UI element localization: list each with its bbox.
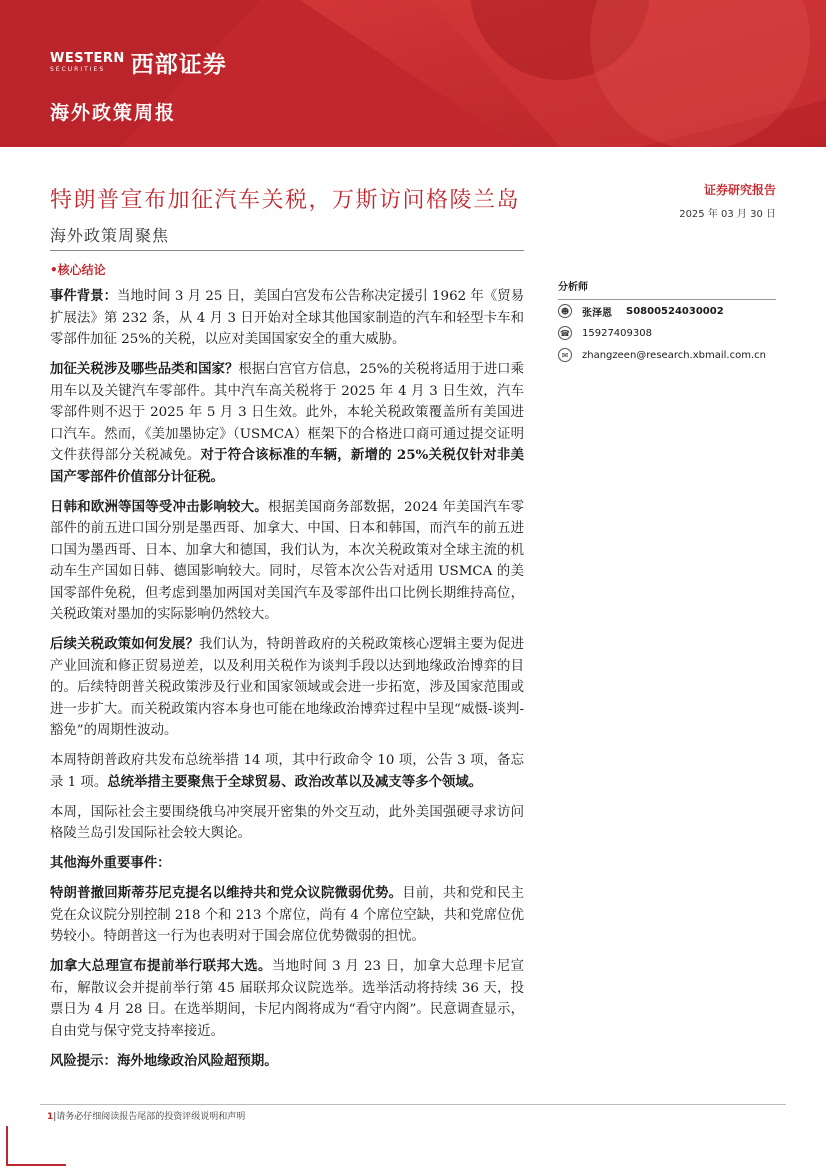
analyst-cert: S0800524030002 xyxy=(626,305,724,317)
analyst-email[interactable]: zhangzeen@research.xbmail.com.cn xyxy=(582,349,766,361)
footer-divider xyxy=(40,1104,786,1105)
report-series: 海外政策周报 xyxy=(50,102,177,124)
person-icon: ☻ xyxy=(558,304,572,318)
email-icon: ✉ xyxy=(558,348,572,362)
company-logo xyxy=(50,46,227,79)
corner-mark-horizontal xyxy=(6,1164,66,1166)
footer-disclaimer: |请务必仔细阅读报告尾部的投资评级说明和声明 xyxy=(53,1112,246,1122)
corner-mark-vertical xyxy=(6,1126,8,1166)
header-banner xyxy=(0,0,826,147)
analyst-phone: 15927409308 xyxy=(582,327,652,339)
para-emphasis: 海外地缘政治风险超预期。 xyxy=(116,1052,278,1069)
para-text: 目前，共和党和民主党在众议院分别控制 218 个和 213 个席位，尚有 4 个席位空缺，共和党席位优势较小。特朗普这一行为也表明对于国会席位优势微弱的担忧。 xyxy=(50,886,525,944)
report-date: 2025 年 03 月 30 日 xyxy=(679,209,776,220)
main-body xyxy=(50,286,524,1081)
para-text: 本周特朗普政府共发布总统举措 14 项，其中行政命令 10 项，公告 3 项，备忘录 1 项。 xyxy=(50,753,524,790)
para-text: 根据白宫官方信息，25%的关税将适用于进口乘用车以及关键汽车零部件。其中汽车高关税将于 2025 年 4 月 3 日生效，汽车零部件则不迟于 2025 年 5 月 3 日生效。此外，本轮关税政策覆盖所有美国进口汽车。然而，《美加墨协定》（USMCA）框架下的合格进口商可通过提交证明文件获得部分关税减免。 xyxy=(50,362,525,463)
phone-icon: ☎ xyxy=(558,326,572,340)
para-emphasis: 总统举措主要聚焦于全球贸易、政治改革以及减支等多个领域。 xyxy=(107,773,483,790)
para-text: 当地时间 3 月 25 日，美国白宫发布公告称决定援引 1962 年《贸易扩展法》第 232 条，从 4 月 3 日开始对全球其他国家制造的汽车和轻型卡车和零部件加征 25%的关税，以应对美国国家安全的重大威胁。 xyxy=(50,289,524,347)
paragraph-actions xyxy=(50,750,524,793)
logo-text-en: WESTERN xyxy=(50,51,125,66)
analyst-name: 张泽恩 xyxy=(582,307,612,319)
section-label: •核心结论 xyxy=(50,263,106,277)
paragraph-diplomacy xyxy=(50,802,524,845)
para-lead: 加征关税涉及哪些品类和国家？ xyxy=(50,361,239,377)
para-text: 根据美国商务部数据，2024 年美国汽车零部件的前五进口国分别是墨西哥、加拿大、中国、日本和韩国，而汽车的前五进口国为墨西哥、日本、加拿大和德国，我们认为，本次关税政策对全球主流的机动车生产国如日韩、德国影响较大。同时，尽管本次公告对适用 USMCA 的美国零部件免税，但考虑到墨加两国对美国汽车及零部件出口比例长期维持高位，关税政策对墨加的实际影响仍然较大。 xyxy=(50,499,524,622)
email-row xyxy=(558,344,776,366)
analyst-row xyxy=(558,300,776,322)
paragraph-stefanik xyxy=(50,883,524,948)
paragraph-canada-election xyxy=(50,956,524,1042)
logo-text-cn: 西部证券 xyxy=(130,52,227,78)
footer xyxy=(47,1109,245,1122)
page-number: 1 xyxy=(47,1112,54,1122)
para-text: 本周，国际社会主要围绕俄乌冲突展开密集的外交互动，此外美国强硬寻求访问格陵兰岛引发国际社会较大舆论。 xyxy=(50,804,524,841)
para-emphasis: 对于符合该标准的车辆，新增的 25%关税仅针对非美国产零部件价值部分计征税。 xyxy=(50,447,524,485)
sidebar-heading: 分析师 xyxy=(558,278,776,300)
para-text: 当地时间 3 月 23 日，加拿大总理卡尼宣布，解散议会并提前举行第 45 届联邦众议院选举。选举活动将持续 36 天，投票日为 4 月 28 日。在选举期间，卡尼内阁将成为“看守内阁”。民意调查显示，自由党与保守党支持率接近。 xyxy=(50,959,524,1039)
para-lead: 特朗普撤回斯蒂芬尼克提名以维持共和党众议院微弱优势。 xyxy=(50,885,403,901)
report-type: 证券研究报告 xyxy=(703,183,776,197)
page-title: 特朗普宣布加征汽车关税，万斯访问格陵兰岛 xyxy=(50,188,521,213)
paragraph-risk xyxy=(50,1051,524,1073)
para-lead: 风险提示： xyxy=(50,1052,117,1069)
para-lead: 日韩和欧洲等国等受冲击影响较大。 xyxy=(50,498,268,515)
para-lead: 加拿大总理宣布提前举行联邦大选。 xyxy=(50,958,272,974)
para-lead: 事件背景： xyxy=(50,288,118,304)
paragraph-impact xyxy=(50,497,524,626)
phone-row xyxy=(558,322,776,344)
paragraph-tariff-scope xyxy=(50,359,524,488)
para-lead: 后续关税政策如何发展？ xyxy=(50,636,200,652)
para-text: 我们认为，特朗普政府的关税政策核心逻辑主要为促进产业回流和修正贸易逆差，以及利用关税作为谈判手段以达到地缘政治博弈的目的。后续特朗普关税政策涉及行业和国家领域或会进一步拓宽，涉及国家范围或进一步扩大。而关税政策内容本身也可能在地缘政治博弈过程中呈现“威慑-谈判-豁免”的周期性波动。 xyxy=(50,637,525,738)
paragraph-outlook xyxy=(50,634,524,742)
other-events-heading: 其他海外重要事件： xyxy=(50,855,171,871)
paragraph-background xyxy=(50,286,524,351)
logo-text-en-sub: SECURITIES xyxy=(50,66,106,73)
analyst-sidebar xyxy=(558,278,776,366)
title-divider xyxy=(50,250,524,251)
page-subtitle: 海外政策周聚焦 xyxy=(50,226,170,245)
